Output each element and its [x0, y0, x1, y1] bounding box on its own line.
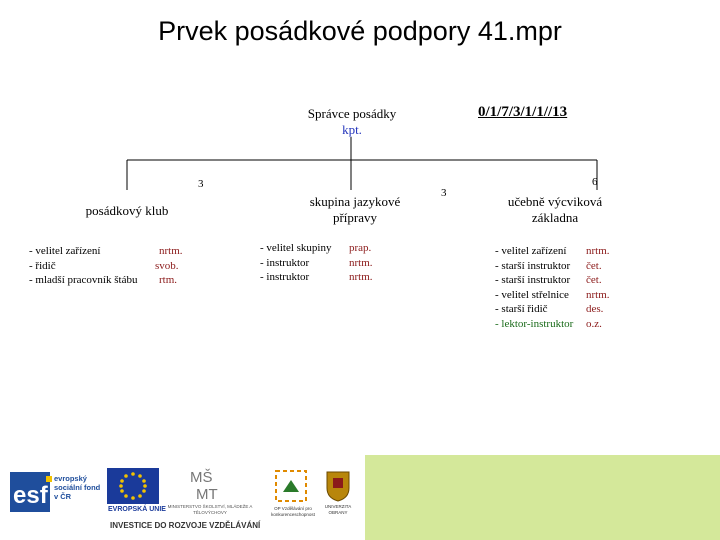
unit-name-line: skupina jazykové — [309, 194, 401, 209]
unit-code: 0/1/7/3/1/1//13 — [478, 104, 568, 120]
unit-name-zakladna — [480, 194, 630, 226]
top-node-rank: kpt. — [342, 122, 362, 137]
eu-text: EVROPSKÁ UNIE — [108, 506, 166, 513]
svg-text:MŠ: MŠ — [190, 469, 213, 486]
op-logo-icon — [273, 468, 309, 504]
top-node-title: Správce posádky — [307, 106, 397, 121]
unit-name-line: učebně výcviková — [507, 194, 603, 209]
member-rank: nrtm. — [349, 256, 373, 269]
unit-count-jazykova: 3 — [441, 187, 447, 199]
unit-name-line: přípravy — [332, 210, 378, 225]
university-crest-icon — [325, 470, 351, 502]
member-list-zakladna — [495, 244, 610, 331]
member-rank: čet. — [586, 274, 602, 286]
member-rank: prap. — [349, 242, 372, 254]
member-role: - lektor-instruktor — [495, 317, 574, 330]
member-rank: des. — [586, 303, 604, 315]
member-rank: rtm. — [159, 274, 178, 286]
member-rank: nrtm. — [349, 271, 373, 283]
unit-name-line: posádkový klub — [85, 203, 169, 218]
member-rank: nrtm. — [159, 245, 183, 257]
member-row — [495, 273, 610, 288]
member-row — [29, 259, 183, 274]
unit-name-jazykova — [280, 194, 430, 226]
member-role: - velitel střelnice — [495, 288, 569, 301]
member-rank: čet. — [586, 259, 602, 272]
member-role: - instruktor — [260, 271, 310, 283]
member-rank: nrtm. — [586, 288, 610, 301]
member-role: - velitel zařízení — [495, 245, 567, 257]
member-row — [29, 273, 183, 288]
member-rank: o.z. — [586, 317, 602, 330]
member-list-jazykova — [260, 241, 373, 285]
member-row — [260, 241, 373, 256]
svg-text:esf: esf — [13, 482, 48, 509]
member-row — [260, 270, 373, 285]
member-row — [260, 256, 373, 271]
esf-text: evropský sociální fond v ČR — [54, 474, 101, 501]
top-node — [290, 106, 414, 138]
univ-text: UNIVERZITA OBRANY — [324, 504, 352, 515]
svg-text:MT: MT — [196, 486, 218, 502]
member-row — [495, 302, 610, 317]
unit-name-line: základna — [531, 210, 579, 225]
member-row — [495, 259, 610, 274]
member-list-klub — [29, 244, 183, 288]
member-rank: svob. — [155, 259, 179, 272]
member-role: - velitel zařízení — [29, 245, 101, 257]
member-rank: nrtm. — [586, 245, 610, 257]
member-role: - starší instruktor — [495, 274, 571, 286]
msmt-text: MINISTERSTVO ŠKOLSTVÍ, MLÁDEŽE A TĚLOVÝCHOVY — [167, 504, 253, 515]
member-row — [495, 288, 610, 303]
member-role: - instruktor — [260, 256, 310, 269]
member-role: - řidič — [29, 259, 56, 272]
member-row — [495, 317, 610, 332]
member-row — [495, 244, 610, 259]
page-title: Prvek posádkové podpory 41.mpr — [158, 16, 562, 46]
member-role: - starší řidič — [495, 303, 548, 315]
eu-flag-icon — [107, 468, 159, 504]
footer-logos — [0, 460, 365, 540]
unit-count-zakladna: 6 — [592, 176, 598, 188]
member-role: - mladší pracovník štábu — [29, 274, 138, 286]
op-text: OP Vzdělávání pro konkurenceschopnost — [271, 506, 315, 517]
footer-green-bar — [365, 455, 720, 540]
unit-count-klub: 3 — [198, 178, 204, 190]
member-role: - velitel skupiny — [260, 242, 332, 254]
member-role: - starší instruktor — [495, 259, 571, 272]
msmt-logo-icon — [188, 466, 228, 502]
member-row — [29, 244, 183, 259]
unit-name-klub — [52, 203, 202, 219]
footer-tagline: INVESTICE DO ROZVOJE VZDĚLÁVÁNÍ — [110, 521, 261, 530]
